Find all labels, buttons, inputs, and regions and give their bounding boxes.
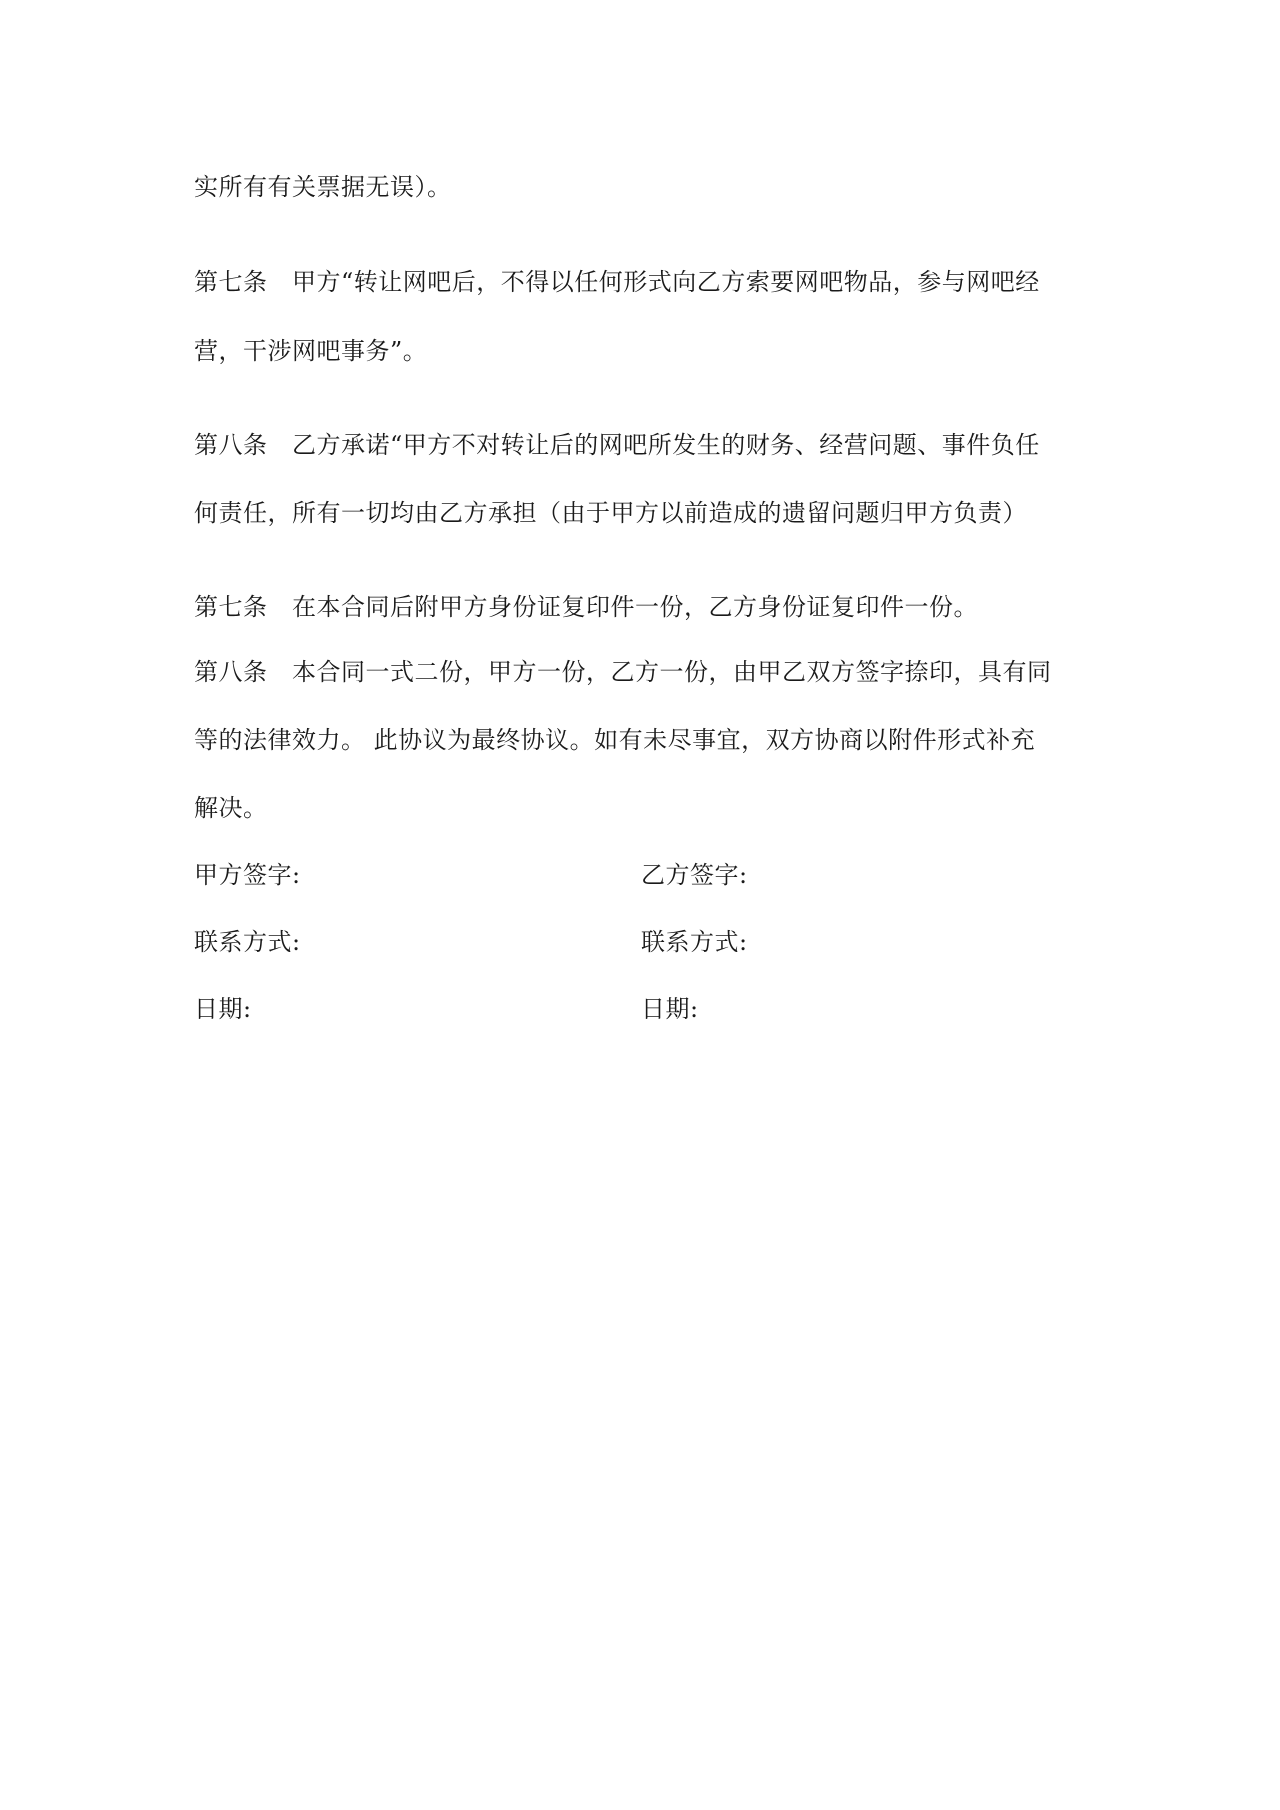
article-8b-line-1: 第八条 本合同一式二份，甲方一份，乙方一份，由甲乙双方签字捺印，具有同: [194, 658, 1052, 686]
article-8b-line-2: 等的法律效力。 此协议为最终协议。如有未尽事宜，双方协商以附件形式补充: [194, 726, 1036, 754]
article-8-line-1: 第八条 乙方承诺“甲方不对转让后的网吧所发生的财务、经营问题、事件负任: [194, 431, 1040, 459]
party-b-contact-label: 联系方式:: [641, 928, 748, 956]
party-a-contact-label: 联系方式:: [194, 928, 301, 956]
article-7-line-1: 第七条 甲方“转让网吧后，不得以任何形式向乙方索要网吧物品，参与网吧经: [194, 268, 1040, 296]
article-8b-line-3: 解决。: [194, 794, 268, 822]
party-b-date-label: 日期:: [641, 995, 699, 1023]
article-7b-line-1: 第七条 在本合同后附甲方身份证复印件一份，乙方身份证复印件一份。: [194, 593, 978, 621]
party-a-signature-label: 甲方签字:: [194, 861, 301, 889]
article-8-line-2: 何责任，所有一切均由乙方承担（由于甲方以前造成的遗留问题归甲方负责）: [194, 499, 1027, 527]
text-line-1: 实所有有关票据无误）。: [194, 173, 452, 201]
party-a-date-label: 日期:: [194, 995, 252, 1023]
party-b-signature-label: 乙方签字:: [641, 861, 748, 889]
article-7-line-2: 营，干涉网吧事务”。: [194, 337, 428, 365]
